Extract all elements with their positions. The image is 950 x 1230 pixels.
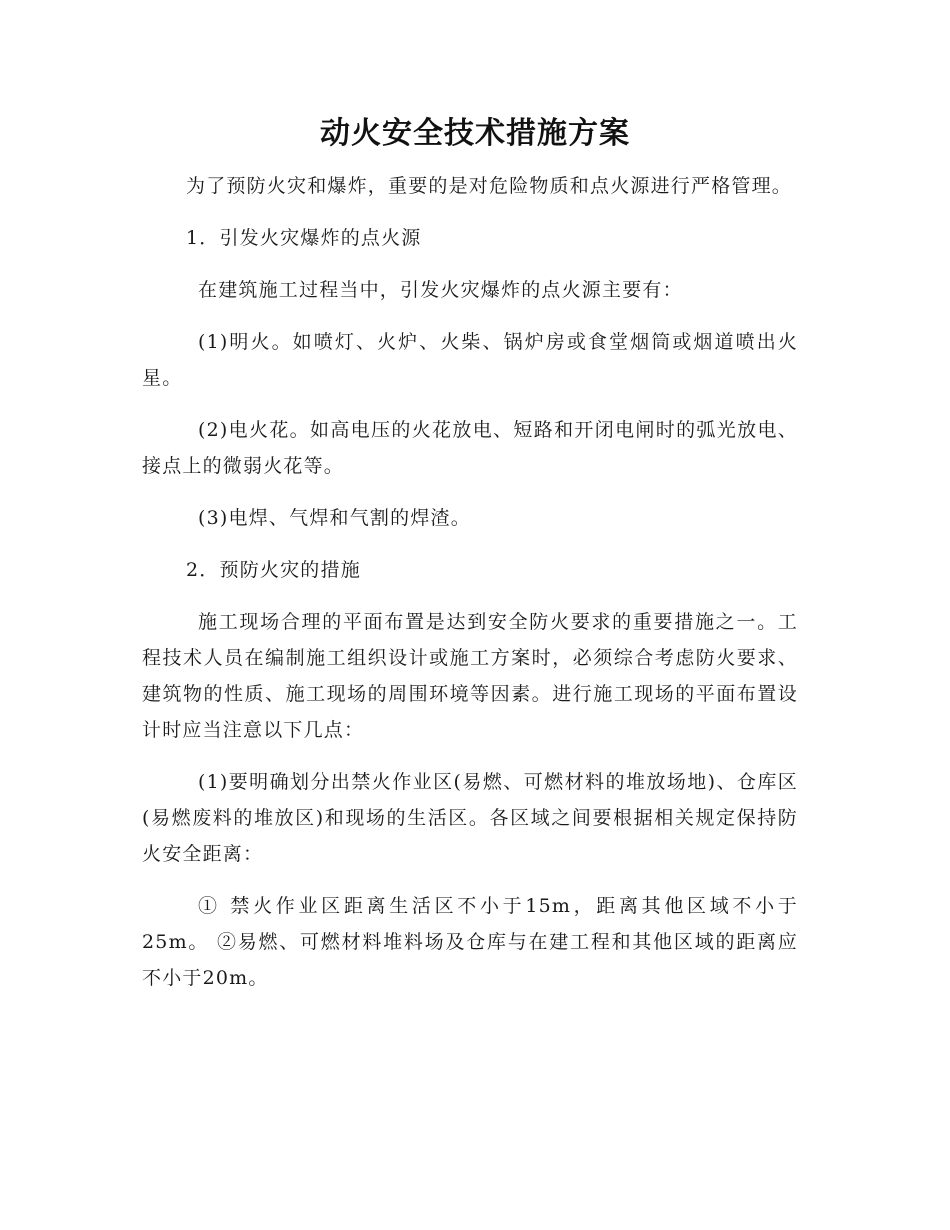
document-title: 动火安全技术措施方案: [320, 116, 630, 151]
document-body: [142, 168, 798, 1012]
section-heading-ignition-sources: 1．引发火灾爆炸的点火源: [186, 227, 422, 249]
section-heading-prevention: 2．预防火灾的措施: [186, 559, 361, 581]
ignition-item-welding-slag: (3)电焊、气焊和气割的焊渣。: [198, 507, 471, 529]
distance-paragraph: ① 禁火作业区距离生活区不小于15m，距离其他区域不小于25m。 ②易燃、可燃材料堆料场及仓库与在建工程和其他区域的距离应不小于20m。: [142, 895, 798, 989]
zoning-paragraph: (1)要明确划分出禁火作业区(易燃、可燃材料的堆放场地)、仓库区(易燃废料的堆放区)和现场的生活区。各区域之间要根据相关规定保持防火安全距离：: [142, 771, 798, 865]
intro-paragraph: 为了预防火灾和爆炸，重要的是对危险物质和点火源进行严格管理。: [186, 175, 793, 197]
ignition-sources-intro: 在建筑施工过程当中，引发火灾爆炸的点火源主要有：: [198, 279, 683, 301]
prevention-paragraph: 施工现场合理的平面布置是达到安全防火要求的重要措施之一。工程技术人员在编制施工组织设计或施工方案时，必须综合考虑防火要求、建筑物的性质、施工现场的周围环境等因素。进行施工现场的平面布置设计时应当注意以下几点：: [142, 611, 798, 741]
ignition-item-open-flame: (1)明火。如喷灯、火炉、火柴、锅炉房或食堂烟筒或烟道喷出火星。: [142, 331, 798, 389]
ignition-item-electric-spark: (2)电火花。如高电压的火花放电、短路和开闭电闸时的弧光放电、接点上的微弱火花等。: [142, 419, 798, 477]
